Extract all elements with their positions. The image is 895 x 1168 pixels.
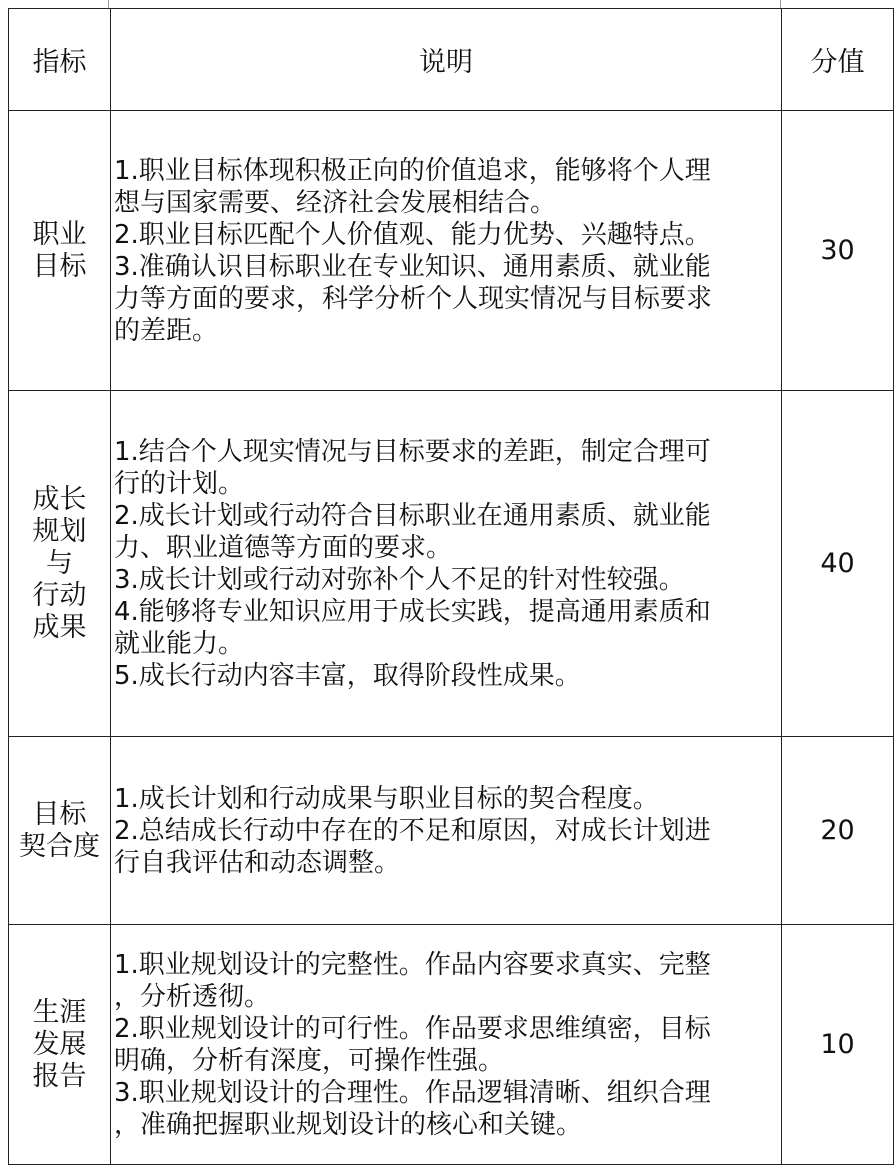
description-line: 4.能够将专业知识应用于成长实践，提高通用素质和 bbox=[114, 596, 711, 627]
scoring-rubric-table bbox=[8, 8, 894, 1165]
indicator-name-line: 职业 bbox=[32, 218, 87, 250]
indicator-name-line: 规划 bbox=[32, 515, 87, 547]
description-line: 2.成长计划或行动符合目标职业在通用素质、就业能 bbox=[114, 500, 711, 531]
indicator-name-line: 目标 bbox=[32, 250, 87, 282]
description-line: 3.准确认识目标职业在专业知识、通用素质、就业能 bbox=[114, 251, 711, 282]
indicator-name bbox=[9, 737, 111, 925]
description-line: 3.职业规划设计的合理性。作品逻辑清晰、组织合理 bbox=[114, 1077, 711, 1108]
indicator-name-line: 报告 bbox=[32, 1060, 87, 1092]
score-value: 30 bbox=[782, 111, 894, 391]
description-line: 力、职业道德等方面的要求。 bbox=[114, 532, 453, 563]
indicator-name-line: 与 bbox=[46, 547, 73, 579]
indicator-name-line: 成果 bbox=[32, 611, 87, 643]
table-row bbox=[9, 737, 894, 925]
description-line: 就业能力。 bbox=[114, 628, 245, 659]
description-line: ，分析透彻。 bbox=[114, 981, 271, 1012]
indicator-name bbox=[9, 391, 111, 737]
description-line: 明确，分析有深度，可操作性强。 bbox=[114, 1045, 505, 1076]
description-line: 行的计划。 bbox=[114, 468, 245, 499]
top-border-stubs bbox=[0, 0, 895, 8]
description-line: 2.职业目标匹配个人价值观、能力优势、兴趣特点。 bbox=[114, 219, 711, 250]
description-line: 1.职业规划设计的完整性。作品内容要求真实、完整 bbox=[114, 949, 711, 980]
indicator-name bbox=[9, 111, 111, 391]
table-row bbox=[9, 391, 894, 737]
description-line: 的差距。 bbox=[114, 315, 219, 346]
header-description: 说明 bbox=[111, 9, 782, 111]
indicator-description bbox=[111, 925, 782, 1165]
description-line: 力等方面的要求，科学分析个人现实情况与目标要求 bbox=[114, 283, 713, 314]
description-line: 1.成长计划和行动成果与职业目标的契合程度。 bbox=[114, 783, 659, 814]
indicator-description bbox=[111, 737, 782, 925]
table-row bbox=[9, 111, 894, 391]
description-line: 5.成长行动内容丰富，取得阶段性成果。 bbox=[114, 660, 581, 691]
indicator-name-line: 行动 bbox=[32, 579, 87, 611]
description-line: 2.总结成长行动中存在的不足和原因，对成长计划进 bbox=[114, 815, 711, 846]
description-line: 2.职业规划设计的可行性。作品要求思维缜密，目标 bbox=[114, 1013, 711, 1044]
description-line: ，准确把握职业规划设计的核心和关键。 bbox=[114, 1109, 583, 1140]
table-row bbox=[9, 925, 894, 1165]
description-line: 1.职业目标体现积极正向的价值追求，能够将个人理 bbox=[114, 155, 711, 186]
description-line: 3.成长计划或行动对弥补个人不足的针对性较强。 bbox=[114, 564, 685, 595]
indicator-name bbox=[9, 925, 111, 1165]
header-score: 分值 bbox=[782, 9, 894, 111]
indicator-name-line: 发展 bbox=[32, 1028, 87, 1060]
indicator-name-line: 成长 bbox=[32, 483, 87, 515]
description-line: 1.结合个人现实情况与目标要求的差距，制定合理可 bbox=[114, 436, 711, 467]
indicator-name-line: 目标 bbox=[32, 798, 87, 830]
indicator-description bbox=[111, 111, 782, 391]
table-header-row bbox=[9, 9, 894, 111]
score-value: 40 bbox=[782, 391, 894, 737]
column-divider-stub bbox=[780, 0, 781, 8]
description-line: 想与国家需要、经济社会发展相结合。 bbox=[114, 187, 557, 218]
indicator-description bbox=[111, 391, 782, 737]
score-value: 10 bbox=[782, 925, 894, 1165]
indicator-name-line: 契合度 bbox=[19, 830, 100, 862]
score-value: 20 bbox=[782, 737, 894, 925]
header-indicator: 指标 bbox=[9, 9, 111, 111]
indicator-name-line: 生涯 bbox=[32, 996, 87, 1028]
description-line: 行自我评估和动态调整。 bbox=[114, 847, 401, 878]
column-divider-stub bbox=[108, 0, 109, 8]
